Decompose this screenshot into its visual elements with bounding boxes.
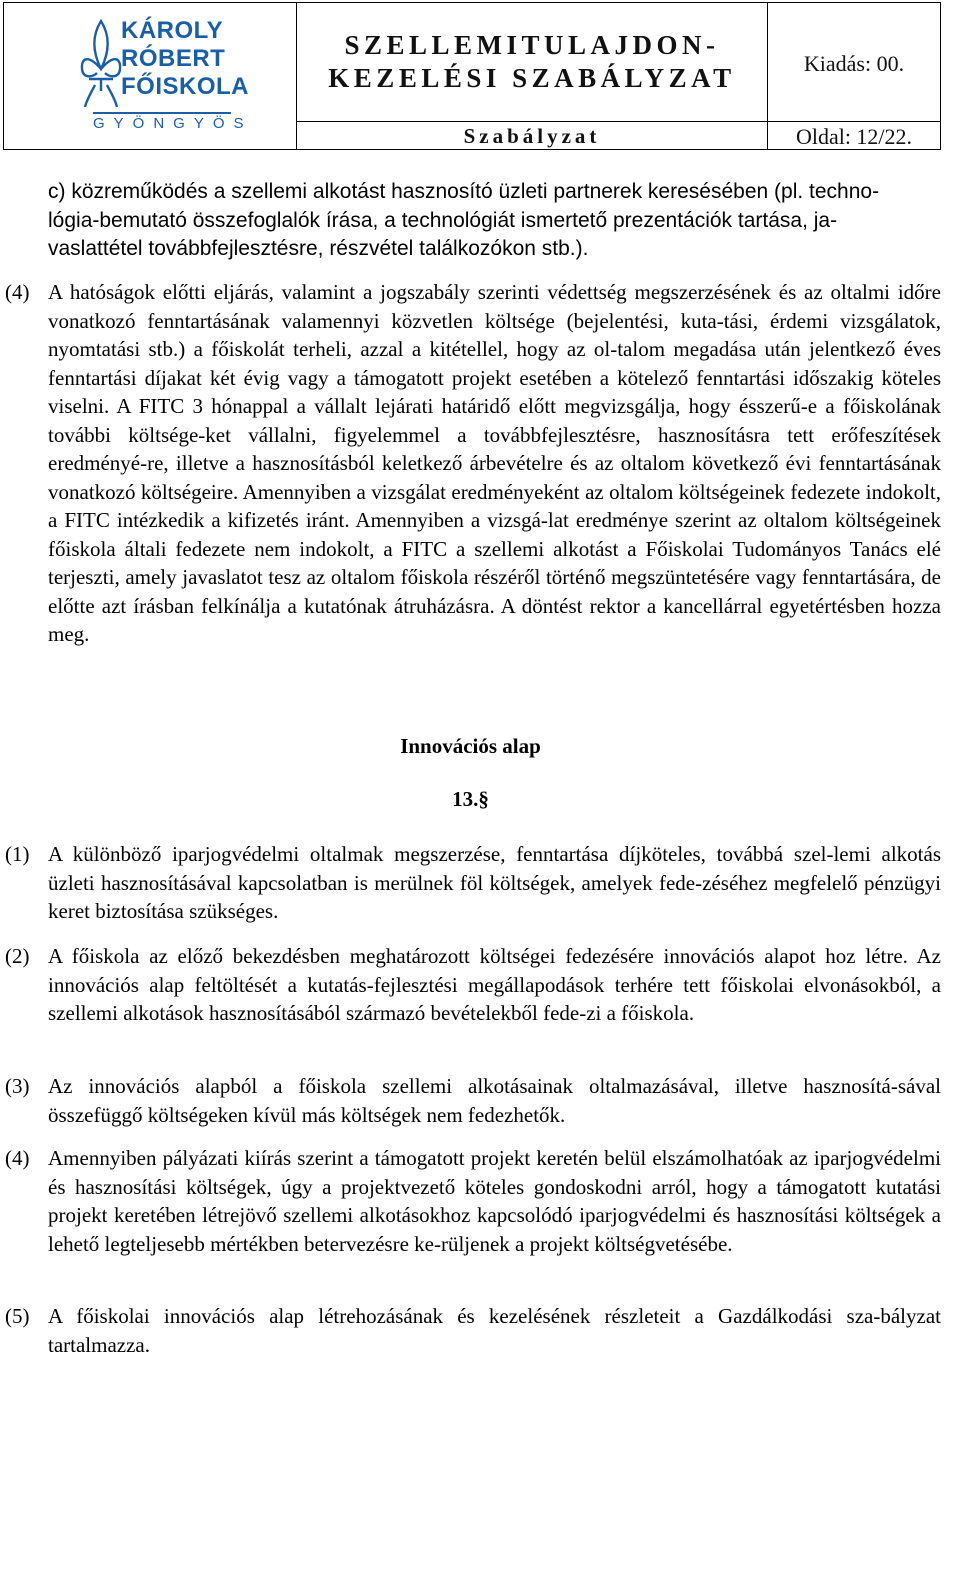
- list-item-c-line-3: vaslattétel továbbfejlesztésre, részvétel találkozókon stb.).: [48, 237, 589, 260]
- document-header: [3, 2, 941, 150]
- doc-type-cell: [297, 122, 768, 149]
- paragraph-4: [0, 278, 941, 649]
- page-number: Oldal: 12/22.: [795, 124, 913, 149]
- paragraph-text: A főiskolai innovációs alap létrehozásának és kezelésének részleteit a Gazdálkodási sza-bályzat tartalmazza.: [48, 1304, 941, 1357]
- edition-cell: [768, 3, 940, 122]
- paragraph-number: (1): [5, 842, 30, 866]
- fleur-de-lis-icon: [79, 19, 123, 111]
- paragraph-number: (2): [5, 944, 30, 968]
- paragraph-text: Az innovációs alapból a főiskola szellemi alkotásainak oltalmazásával, illetve hasznosítá-sával összefüggő költségeken kívül más költségek nem fedezhetők.: [48, 1074, 941, 1127]
- edition-label: Kiadás: 00.: [803, 51, 905, 76]
- logo-line-1: KÁROLY: [121, 17, 224, 44]
- page-number-cell: [768, 122, 940, 149]
- logo-city: GYÖNGYÖS: [93, 115, 253, 132]
- section13-paragraph-5: [0, 1302, 941, 1359]
- paragraph-number: (5): [5, 1304, 30, 1328]
- section13-paragraph-3: [0, 1072, 941, 1129]
- paragraph-number: (4): [5, 1146, 30, 1170]
- section-number: 13.§: [452, 787, 489, 811]
- list-item-c-line-2: lógia-bemutató összefoglalók írása, a technológiát ismertető prezentációk tartása, ja-: [48, 208, 838, 232]
- section13-paragraph-1: [0, 840, 941, 926]
- list-item-c-line-1: c) közreműködés a szellemi alkotást hasznosító üzleti partnerek keresésében (pl. techno-: [48, 180, 880, 203]
- paragraph-text: A hatóságok előtti eljárás, valamint a jogszabály szerinti védettség megszerzésének és az oltalmi időre vonatkozó fenntartásának valamennyi közvetlen költsége (bejelentési, kuta-tási, érdemi vizsgálatok, nyomtatási stb.) a főiskolát terheli, azzal a kitétellel, hogy az ol-talom megadása után jelentkező éves fenntartási díjakat két évig vagy a támogatott projekt esetében a kötelező fenntartási időszakig köteles viselni. A FITC 3 hónappal a vállalt lejárati határidő előtt megvizsgálja, hogy ésszerű-e a főiskolának további költsége-ket vállalni, figyelemmel a továbbfejlesztésre, hasznosításra tett erőfeszítések eredményé-re, illetve a hasznosításból keletkező árbevételre és az oltalom következő évi fenntartásának vonatkozó költségeire. Amennyiben a vizsgálat eredményeként az oltalom költségeinek fedezete indokolt, a FITC intézkedik a kifizetés iránt. Amennyiben a vizsgá-lat eredménye szerint az oltalom költségeinek főiskola általi fedezete nem indokolt, a FITC a szellemi alkotást a Főiskolai Tudományos Tanács elé terjeszti, amely javaslatot tesz az oltalom főiskola részéről történő megszüntetésére vagy fenntartására, de előtte azt írásban felkínálja a kutatónak átruházásra. A döntést rektor a kancellárral egyetértésben hozza meg.: [48, 280, 941, 646]
- title-cell: [297, 3, 768, 122]
- logo-line-2: RÓBERT: [121, 45, 226, 72]
- institution-logo: [79, 17, 253, 139]
- logo-cell: [4, 3, 297, 149]
- document-title: [297, 29, 767, 95]
- section13-paragraph-4: [0, 1144, 941, 1258]
- paragraph-number: (4): [5, 280, 30, 304]
- document-title-line-1: SZELLEMITULAJDON-: [344, 30, 720, 60]
- logo-wordmark: [121, 17, 249, 101]
- section-heading: Innovációs alap: [400, 734, 541, 758]
- paragraph-text: Amennyiben pályázati kiírás szerint a támogatott projekt keretén belül elszámolhatóak az iparjogvédelmi és hasznosítási költségek, úgy a projektvezető köteles gondoskodni arról, hogy a támogatott kutatási projekt keretében létrejövő szellemi alkotásokhoz kapcsolódó iparjogvédelmi és hasznosítási költségek a lehető legteljesebb mértékben betervezésre ke-rüljenek a projekt költségvetésébe.: [48, 1146, 941, 1256]
- logo-divider: [93, 112, 231, 114]
- paragraph-number: (3): [5, 1074, 30, 1098]
- document-type: Szabályzat: [463, 124, 601, 148]
- paragraph-text: A főiskola az előző bekezdésben meghatározott költségei fedezésére innovációs alapot hoz létre. Az innovációs alap feltöltését a kutatás-fejlesztési megállapodások terhére tett főiskolai elvonásokból, a szellemi alkotások hasznosításából származó bevételekből fede-zi a főiskola.: [48, 944, 941, 1025]
- section13-paragraph-2: [0, 942, 941, 1028]
- logo-line-3: FŐISKOLA: [121, 73, 249, 100]
- paragraph-text: A különböző iparjogvédelmi oltalmak megszerzése, fenntartása díjköteles, továbbá szel-lemi alkotás üzleti hasznosításával kapcsolatban is merülnek föl költségek, amelyek fede-zéséhez megfelelő pénzügyi keret biztosítása szükséges.: [48, 842, 941, 923]
- list-item-c: [48, 178, 941, 264]
- document-title-line-2: KEZELÉSI SZABÁLYZAT: [328, 63, 736, 93]
